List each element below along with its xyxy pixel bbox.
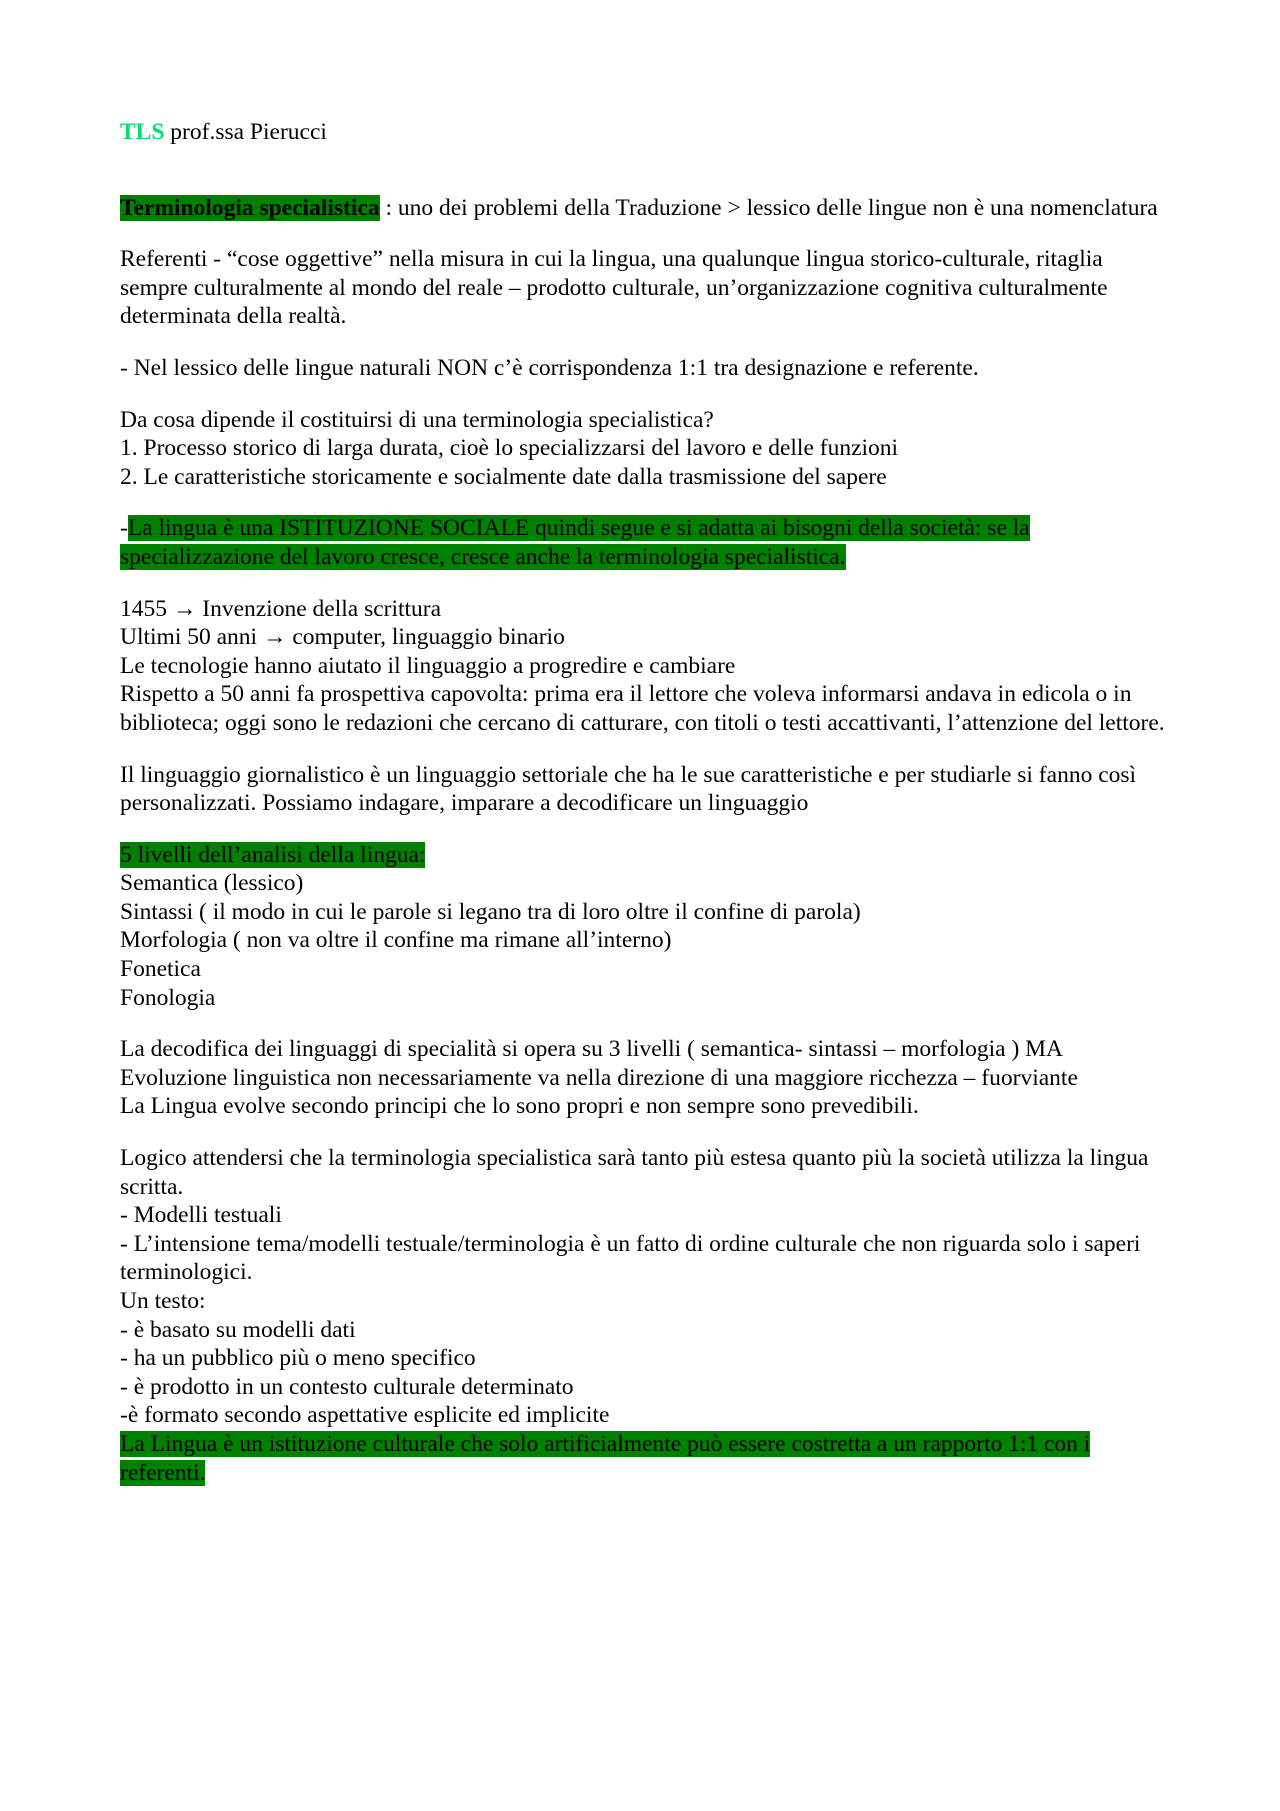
livello-item: Fonetica (120, 956, 201, 983)
conclusion-highlight: La Lingua è un istituzione culturale che solo artificialmente può essere costretta a un rapporto 1:1 con i referenti. (120, 1430, 1091, 1486)
decodifica-line: La Lingua evolve secondo principi che lo sono propri e non sempre sono prevedibili. (120, 1093, 919, 1120)
timeline-line: Le tecnologie hanno aiutato il linguaggio a progredire e cambiare (120, 652, 736, 679)
livello-item: Sintassi ( il modo in cui le parole si legano tra di loro oltre il confine di parola) (120, 898, 861, 925)
document-page (120, 118, 1170, 1487)
question-line: Da cosa dipende il costituirsi di una terminologia specialistica? (120, 406, 714, 433)
timeline-line: Rispetto a 50 anni fa prospettiva capovolta: prima era il lettore che voleva informarsi andava in edicola o in biblioteca; oggi sono le redazioni che cercano di catturare, con titoli o testi accattivanti, l’attenzione del lettore. (120, 681, 1165, 736)
intro-paragraph (120, 194, 1170, 223)
giornalistico-paragraph: Il linguaggio giornalistico è un linguaggio settoriale che ha le sue caratteristiche e per studiarle si fanno così personalizzati. Possiamo indagare, imparare a decodificare un linguaggio (120, 761, 1137, 817)
istituzione-highlight: La lingua è una ISTITUZIONE SOCIALE quindi segue e si adatta ai bisogni della società: se la specializzazione del lavoro cresce, cresce anche la terminologia specialistica. (120, 515, 1030, 570)
timeline-line: 1455 → Invenzione della scrittura (120, 595, 442, 622)
question-line: 2. Le caratteristiche storicamente e socialmente date dalla trasmissione del sapere (120, 463, 887, 490)
question-block (120, 406, 1170, 492)
logico-line: Logico attendersi che la terminologia specialistica sarà tanto più estesa quanto più la società utilizza la lingua scritta. (120, 1145, 1149, 1200)
decodifica-line: La decodifica dei linguaggi di specialità si opera su 3 livelli ( semantica- sintassi – morfologia ) MA (120, 1036, 1064, 1063)
logico-line: - Modelli testuali (120, 1202, 282, 1229)
referenti-paragraph: Referenti - “cose oggettive” nella misura in cui la lingua, una qualunque lingua storico-culturale, ritaglia sempre culturalmente al mondo del reale – prodotto culturale, un’organizzazione cognitiva culturalmente determinata della realtà. (120, 246, 1108, 330)
livelli-heading: 5 livelli dell’analisi della lingua: (120, 841, 426, 868)
logico-line: Un testo: (120, 1288, 206, 1314)
timeline-block (120, 595, 1170, 738)
istituzione-dash: - (120, 515, 128, 542)
timeline-line: Ultimi 50 anni → computer, linguaggio binario (120, 624, 565, 651)
livello-item: Fonologia (120, 984, 216, 1011)
decodifica-block (120, 1035, 1170, 1121)
livello-item: Morfologia ( non va oltre il confine ma rimane all’interno) (120, 927, 672, 954)
logico-line: - è prodotto in un contesto culturale determinato (120, 1373, 574, 1400)
logico-block (120, 1144, 1170, 1487)
logico-line: -è formato secondo aspettative esplicite ed implicite (120, 1402, 610, 1429)
livello-item: Semantica (lessico) (120, 870, 304, 897)
intro-text: : uno dei problemi della Traduzione > lessico delle lingue non è una nomenclatura (379, 194, 1158, 221)
course-tag: TLS (120, 119, 165, 145)
decodifica-line: Evoluzione linguistica non necessariamente va nella direzione di una maggiore ricchezza – fuorviante (120, 1064, 1078, 1091)
istituzione-paragraph (120, 514, 1170, 571)
logico-line: - è basato su modelli dati (120, 1316, 356, 1343)
logico-line: - ha un pubblico più o meno specifico (120, 1345, 476, 1372)
question-line: 1. Processo storico di larga durata, cioè lo specializzarsi del lavoro e delle funzioni (120, 435, 899, 462)
livelli-block (120, 841, 1170, 1013)
logico-line: - L’intensione tema/modelli testuale/terminologia è un fatto di ordine culturale che non riguarda solo i saperi terminologici. (120, 1230, 1141, 1286)
professor-name: prof.ssa Pierucci (164, 119, 327, 145)
highlighted-term: Terminologia specialistica (120, 194, 380, 221)
lessico-note: - Nel lessico delle lingue naturali NON c’è corrispondenza 1:1 tra designazione e referente. (120, 354, 979, 381)
document-header (120, 118, 1170, 147)
